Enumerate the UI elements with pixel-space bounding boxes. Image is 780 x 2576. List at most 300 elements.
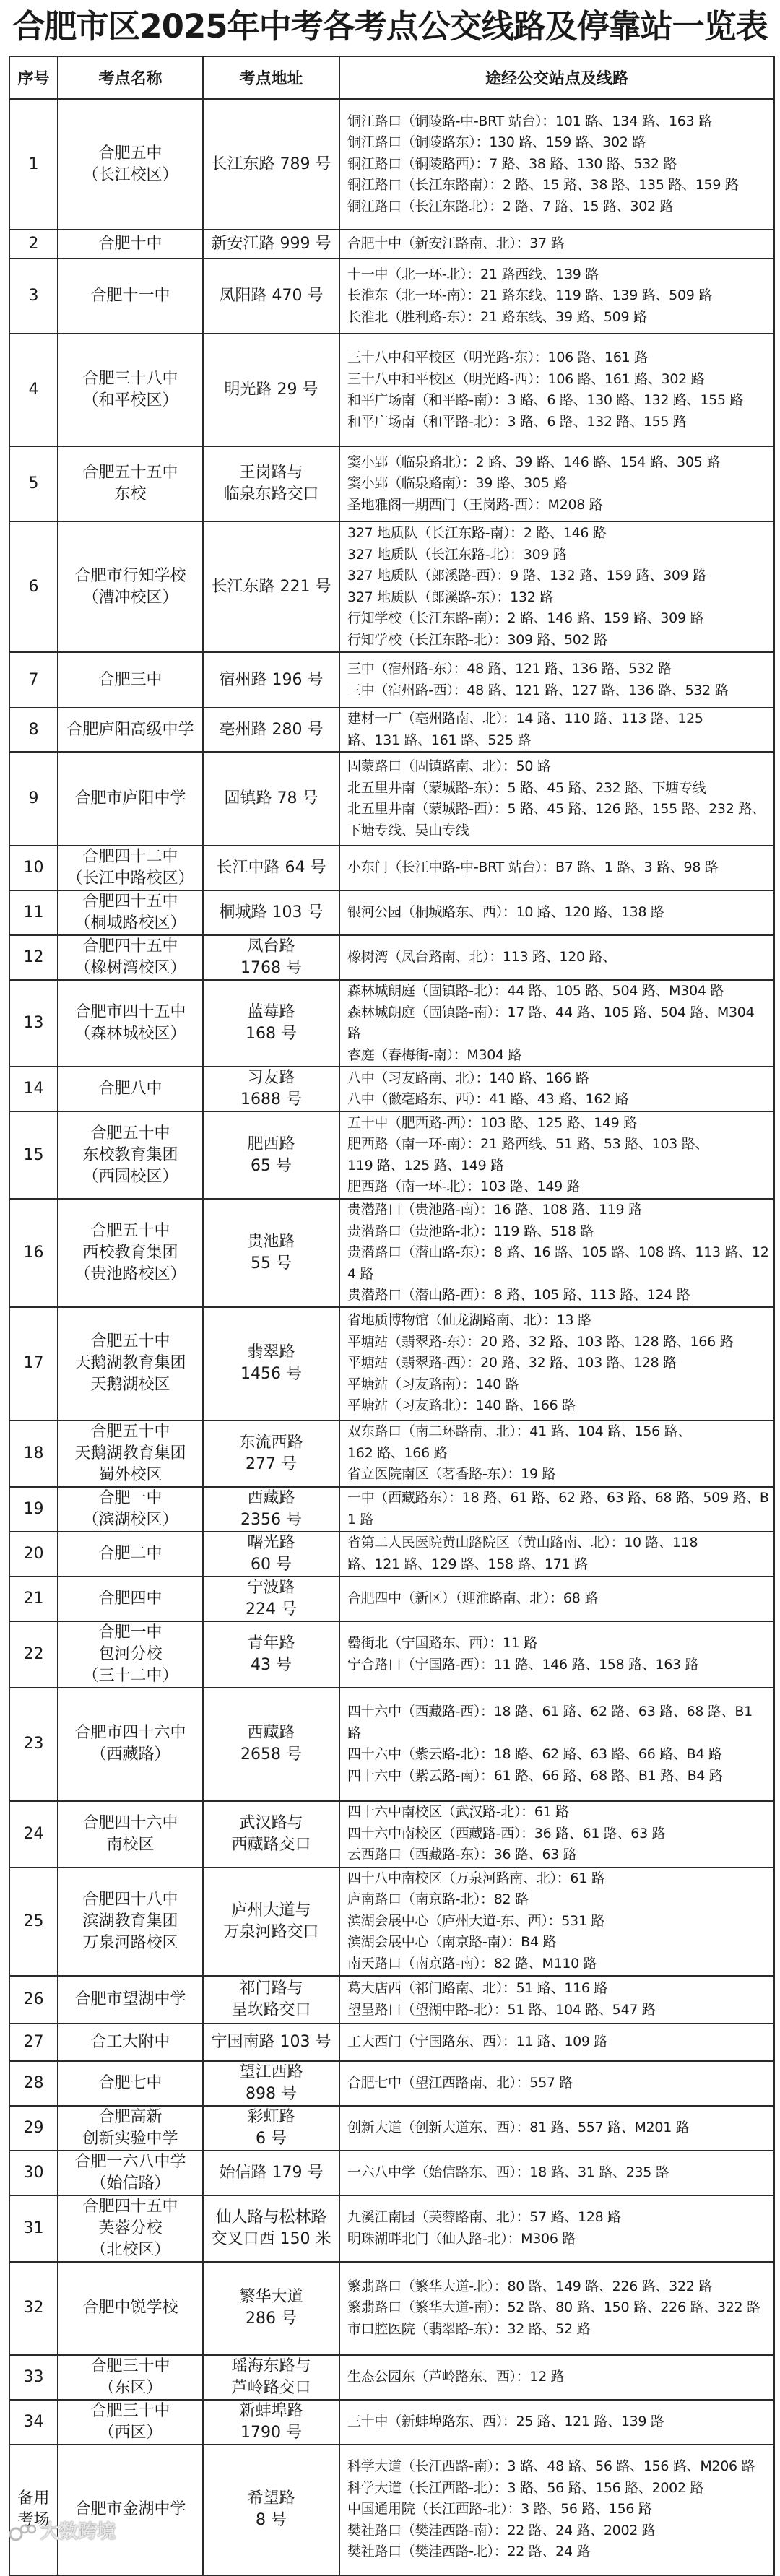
route-text: 睿庭（春梅街-南）：M304 路	[347, 1046, 522, 1063]
table-row	[9, 99, 774, 230]
route-text: 繁翡路口（繁华大道-南）：52 路、80 路、150 路、226 路、322 路	[347, 2299, 760, 2316]
route-text: 樊社路口（樊洼西路-北）：22 路、24 路	[347, 2544, 591, 2560]
school-name-cell-line	[58, 2173, 202, 2195]
route-line	[347, 2000, 769, 2021]
route-text: 119 路、125 路、149 路	[347, 1157, 504, 1174]
seq-cell-line	[10, 154, 57, 175]
school-name-cell-text: （北校区）	[90, 2240, 170, 2259]
school-name-cell-line	[58, 2128, 202, 2150]
route-text: 市口腔医院（翡翠路-东）：32 路、52 路	[347, 2320, 591, 2337]
routes-cell	[339, 1067, 774, 1111]
header-address: 考点地址	[203, 56, 339, 99]
seq-cell-line	[10, 1012, 57, 1034]
address-cell-text: 万泉河路交口	[223, 1922, 319, 1941]
address-cell	[203, 708, 339, 752]
address-cell-text: 1456 号	[240, 1365, 302, 1383]
school-name-cell-line	[58, 1722, 202, 1744]
routes-cell	[339, 2024, 774, 2061]
seq-cell-text: 10	[23, 859, 44, 877]
route-line	[347, 981, 769, 1002]
seq-cell-line	[10, 788, 57, 810]
route-line	[347, 1655, 769, 1676]
route-text: 三中（宿州路-西）：48 路、121 路、127 路、136 路、532 路	[347, 682, 729, 698]
seq-cell-line	[10, 947, 57, 968]
address-cell-text: 桐城路 103 号	[219, 903, 324, 921]
routes-cell	[339, 2061, 774, 2106]
school-name-cell-text: 天鹅湖校区	[90, 1376, 170, 1394]
school-name-cell-line	[58, 1002, 202, 1023]
routes-cell	[339, 2151, 774, 2195]
route-line	[347, 2478, 769, 2499]
address-cell-line	[204, 1253, 339, 1275]
seq-cell-line	[10, 2488, 57, 2510]
route-text: 162 路、166 路	[347, 1444, 448, 1461]
school-name-cell-text: 滨湖教育集团	[82, 1912, 178, 1930]
seq-cell-line	[10, 285, 57, 307]
routes-cell	[339, 1577, 774, 1621]
address-cell-text: 65 号	[251, 1156, 292, 1175]
address-cell	[203, 2355, 339, 2400]
school-name-cell-text: 合肥市金湖中学	[74, 2500, 186, 2518]
seq-cell-line	[10, 2297, 57, 2319]
route-line	[347, 1464, 769, 1486]
route-line	[347, 1374, 769, 1396]
school-name-cell-text: 合肥四十五中	[82, 2197, 178, 2216]
route-text: 樊社路口（樊洼西路-南）：22 路、24 路、2002 路	[347, 2522, 656, 2538]
school-name-cell-line	[58, 1622, 202, 1644]
route-text: 四十六中南校区（武汉路-北）：61 路	[347, 1804, 569, 1821]
route-line	[347, 132, 769, 154]
seq-cell	[9, 890, 58, 935]
route-line	[347, 2162, 769, 2184]
seq-cell	[9, 935, 58, 980]
address-cell-line	[204, 1454, 339, 1475]
school-name-cell	[58, 446, 203, 521]
school-name-cell-text: 芙蓉分校	[98, 2219, 162, 2237]
table-row	[9, 334, 774, 446]
school-name-cell-text: 合肥五中	[98, 144, 162, 162]
address-cell-line	[204, 1577, 339, 1599]
table-row	[9, 1111, 774, 1199]
table-row	[9, 2106, 774, 2151]
address-cell-line	[204, 2031, 339, 2053]
table-row	[9, 1532, 774, 1577]
route-text: 银河公园（桐城路东、西）：10 路、120 路、138 路	[347, 904, 664, 921]
route-line	[347, 756, 769, 778]
route-line	[347, 778, 769, 799]
school-name-cell-line	[58, 390, 202, 412]
table-row	[9, 230, 774, 259]
school-name-cell-line	[58, 2196, 202, 2218]
school-name-cell-text: 合肥四十五中	[82, 893, 178, 911]
table-row	[9, 846, 774, 890]
seq-cell	[9, 1532, 58, 1577]
route-line	[347, 630, 769, 651]
school-name-cell	[58, 334, 203, 446]
address-cell-line	[204, 1134, 339, 1155]
route-text: 森林城朗庭（固镇路-北）：44 路、105 路、504 路、M304 路	[347, 983, 724, 999]
seq-cell-text: 16	[23, 1243, 44, 1262]
address-cell-line	[204, 1834, 339, 1856]
address-cell	[203, 1067, 339, 1111]
route-line	[347, 2367, 769, 2388]
route-line	[347, 390, 769, 412]
school-name-cell-text: 合肥市四十六中	[74, 1724, 186, 1742]
seq-cell-text: 备用	[17, 2489, 50, 2507]
route-line	[347, 1701, 769, 1744]
seq-cell-text: 18	[23, 1444, 44, 1462]
school-name-cell-line	[58, 2422, 202, 2444]
route-text: 一六八中学（始信路东、西）：18 路、31 路、235 路	[347, 2164, 670, 2180]
address-cell-line	[204, 1813, 339, 1834]
route-line	[347, 1823, 769, 1845]
watermark	[9, 2517, 116, 2544]
route-line	[347, 1200, 769, 1221]
route-line	[347, 233, 769, 255]
school-name-cell-text: 合肥十中	[98, 235, 162, 253]
address-cell-line	[204, 1922, 339, 1943]
address-cell-line	[204, 719, 339, 741]
table-row	[9, 1801, 774, 1868]
header-routes: 途经公交站点及线路	[339, 56, 774, 99]
route-line	[347, 1221, 769, 1243]
route-line	[347, 111, 769, 133]
route-text: 长淮东（北一环-南）：21 路东线、119 路、139 路、509 路	[347, 287, 712, 304]
address-cell-line	[204, 2000, 339, 2021]
school-name-cell-line	[58, 1744, 202, 1766]
route-text: 省立医院南区（茗香路-东）：19 路	[347, 1466, 556, 1483]
school-name-cell-text: （滨湖校区）	[82, 1510, 178, 1529]
seq-cell-line	[10, 1145, 57, 1166]
seq-cell	[9, 1199, 58, 1307]
address-cell	[203, 2106, 339, 2151]
school-name-cell-line	[58, 936, 202, 958]
address-cell-text: 286 号	[246, 2310, 297, 2328]
page-title: 合肥市区2025年中考各考点公交线路及停靠站一览表	[12, 7, 768, 45]
school-name-cell-text: （西区）	[98, 2423, 162, 2442]
school-name-cell-line	[58, 1023, 202, 1045]
school-name-cell-text: 合肥三十中	[90, 2401, 170, 2420]
seq-cell	[9, 521, 58, 652]
routes-cell	[339, 890, 774, 935]
seq-cell-line	[10, 719, 57, 741]
address-cell-line	[204, 2229, 339, 2250]
address-cell-line	[204, 2286, 339, 2308]
school-name-cell-text: 合肥市四十五中	[74, 1003, 186, 1021]
routes-cell	[339, 259, 774, 334]
route-text: 平塘站（翡翠路-西）：20 路、32 路、103 路、128 路	[347, 1355, 677, 1371]
school-name-cell	[58, 752, 203, 846]
school-name-cell-line	[58, 1264, 202, 1285]
seq-cell-text: 11	[23, 903, 44, 921]
route-line	[347, 1155, 769, 1177]
address-cell-text: 呈坎路交口	[231, 2000, 311, 2019]
route-text: 铜江路口（长江东路北）：2 路、7 路、15 路、302 路	[347, 198, 674, 214]
address-cell	[203, 752, 339, 846]
address-cell-text: 1688 号	[240, 1090, 302, 1109]
route-text: 行知学校（长江东路-南）：2 路、146 路、159 路、309 路	[347, 610, 704, 626]
route-text: 平塘站（翡翠路-东）：20 路、32 路、103 路、128 路、166 路	[347, 1333, 734, 1350]
school-name-cell-text: 合肥五十中	[90, 1221, 170, 1240]
school-name-cell-line	[58, 1813, 202, 1834]
route-text: 合肥四中（新区）（迎淮路南、北）：68 路	[347, 1590, 598, 1606]
table-row	[9, 1868, 774, 1976]
school-name-cell-line	[58, 913, 202, 934]
address-cell-text: 宿州路 196 号	[219, 670, 324, 689]
route-line	[347, 1045, 769, 1067]
route-line	[347, 196, 769, 218]
route-line	[347, 680, 769, 702]
school-name-cell-text: （长江中路校区）	[66, 869, 194, 888]
school-name-cell-line	[58, 788, 202, 810]
school-name-cell-line	[58, 484, 202, 506]
school-name-cell-text: 天鹅湖教育集团	[74, 1354, 186, 1372]
school-name-cell-line	[58, 868, 202, 890]
seq-cell	[9, 2445, 58, 2575]
routes-cell	[339, 1307, 774, 1421]
address-cell-line	[204, 1002, 339, 1023]
seq-cell	[9, 334, 58, 446]
address-cell-text: 1790 号	[240, 2423, 302, 2442]
route-text: 合肥七中（望江西路南、北）：557 路	[347, 2074, 573, 2091]
route-text: 和平广场南（和平路-北）：3 路、6 路、132 路、155 路	[347, 413, 687, 430]
seq-cell-line	[10, 1443, 57, 1465]
address-cell-line	[204, 2401, 339, 2422]
school-name-cell-text: 合肥三十八中	[82, 370, 178, 388]
address-cell-line	[204, 1978, 339, 2000]
school-name-cell-line	[58, 1078, 202, 1100]
route-line	[347, 1089, 769, 1111]
school-name-cell	[58, 230, 203, 259]
seq-cell-line	[10, 1989, 57, 2011]
seq-cell-text: 2	[28, 235, 39, 253]
address-cell	[203, 1688, 339, 1801]
school-name-cell	[58, 1621, 203, 1688]
route-line	[347, 1802, 769, 1823]
route-text: 一中（西藏路东）：18 路、61 路、62 路、63 路、68 路、509 路、B1 路	[347, 1490, 769, 1527]
table-row	[9, 890, 774, 935]
address-cell-text: 望江西路	[239, 2063, 303, 2081]
address-cell-text: 习友路	[247, 1069, 295, 1087]
route-line	[347, 1488, 769, 1530]
address-cell-text: 交叉口西 150 米	[211, 2229, 332, 2248]
seq-cell	[9, 1307, 58, 1421]
route-line	[347, 1443, 769, 1465]
school-name-cell-text: （始信路）	[90, 2174, 170, 2193]
seq-cell	[9, 752, 58, 846]
route-text: 铜江路口（铜陵路西）：7 路、38 路、130 路、532 路	[347, 155, 677, 172]
route-text: 北五里井南（蒙城路-东）：5 路、45 路、232 路、下塘专线	[347, 779, 706, 796]
seq-cell-text: 19	[23, 1499, 44, 1518]
school-name-cell-line	[58, 1834, 202, 1856]
address-cell-line	[204, 2422, 339, 2444]
seq-cell-text: 28	[23, 2073, 44, 2092]
route-line	[347, 1310, 769, 1332]
school-name-cell-line	[58, 2107, 202, 2128]
route-text: 四十六中（紫云路-南）：61 路、66 路、68 路、B1 路、B4 路	[347, 1767, 723, 1784]
route-text: 生态公园东（芦岭路东、西）：12 路	[347, 2368, 565, 2385]
route-text: 固蒙路口（固镇路南、北）：50 路	[347, 758, 551, 774]
route-text: 宁合路口（宁国路-西）：11 路、146 路、158 路、163 路	[347, 1656, 699, 1673]
school-name-cell-text: 合肥三十中	[90, 2356, 170, 2375]
route-text: 工大西门（宁国路东、西）：11 路、109 路	[347, 2033, 608, 2050]
seq-cell-text: 14	[23, 1080, 44, 1098]
table-row	[9, 2262, 774, 2355]
school-name-cell	[58, 1307, 203, 1421]
school-name-cell-text: 合肥四十二中	[82, 848, 178, 866]
routes-cell	[339, 652, 774, 708]
routes-cell	[339, 2106, 774, 2151]
seq-cell-line	[10, 2218, 57, 2239]
address-cell	[203, 980, 339, 1067]
route-line	[347, 2520, 769, 2542]
seq-cell-text: 25	[23, 1912, 44, 1930]
route-text: 明珠湖畔北门（仙人路-北）：M306 路	[347, 2230, 576, 2247]
routes-cell	[339, 334, 774, 446]
school-name-cell-text: 合肥一中	[98, 1623, 162, 1642]
address-cell-line	[204, 1363, 339, 1385]
address-cell-line	[204, 1509, 339, 1531]
seq-cell	[9, 1688, 58, 1801]
school-name-cell-text: （森林城校区）	[74, 1025, 186, 1043]
school-name-cell-text: 东校教育集团	[82, 1145, 178, 1164]
route-line	[347, 1889, 769, 1911]
route-line	[347, 2411, 769, 2433]
seq-cell-text: 31	[23, 2219, 44, 2237]
route-text: 行知学校（长江东路-北）：309 路、502 路	[347, 631, 607, 648]
address-cell-text: 仙人路与松林路	[215, 2208, 327, 2226]
school-name-cell	[58, 652, 203, 708]
school-name-cell-line	[58, 1889, 202, 1911]
table-row	[9, 1976, 774, 2024]
route-text: 四十六中（紫云路-北）：18 路、62 路、63 路、66 路、B4 路	[347, 1746, 722, 1762]
school-name-cell-text: 合肥五十中	[90, 1422, 170, 1441]
school-name-cell	[58, 1111, 203, 1199]
routes-cell	[339, 846, 774, 890]
school-name-cell	[58, 1577, 203, 1621]
route-text: 云西路口（西藏路-东）：36 路、63 路	[347, 1847, 577, 1863]
route-line	[347, 857, 769, 879]
route-text: 路、121 路、129 路、158 路、171 路	[347, 1556, 588, 1572]
seq-cell-text: 15	[23, 1145, 44, 1164]
routes-cell	[339, 1421, 774, 1487]
route-line	[347, 1068, 769, 1090]
route-text: 科学大道（长江西路-北）：3 路、56 路、156 路、2002 路	[347, 2479, 704, 2496]
school-name-cell-line	[58, 1166, 202, 1188]
address-cell-line	[204, 2510, 339, 2531]
route-line	[347, 1395, 769, 1417]
seq-cell-line	[10, 1733, 57, 1755]
seq-cell	[9, 1111, 58, 1199]
address-cell-text: 贵池路	[247, 1232, 295, 1251]
seq-cell-line	[10, 1823, 57, 1845]
address-cell-line	[204, 484, 339, 506]
seq-cell-line	[10, 1543, 57, 1565]
school-name-cell-text: （西园校区）	[82, 1167, 178, 1186]
route-line	[347, 369, 769, 391]
seq-cell	[9, 2061, 58, 2106]
route-text: 三十中（新蚌埠路东、西）：25 路、121 路、139 路	[347, 2413, 664, 2429]
route-line	[347, 659, 769, 680]
route-text: 肥西路（南一环-南）：21 路西线、51 路、53 路、103 路、	[347, 1136, 709, 1152]
address-cell-line	[204, 1554, 339, 1576]
table-row	[9, 652, 774, 708]
seq-cell-text: 23	[23, 1735, 44, 1753]
routes-cell	[339, 1487, 774, 1532]
address-cell	[203, 652, 339, 708]
route-line	[347, 2031, 769, 2053]
route-text: 327 地质队（郎溪路-东）：132 路	[347, 589, 553, 605]
school-name-cell-line	[58, 2073, 202, 2094]
school-name-cell	[58, 2400, 203, 2445]
address-cell-line	[204, 154, 339, 175]
school-name-cell-line	[58, 165, 202, 186]
school-name-cell	[58, 1868, 203, 1976]
seq-cell-line	[10, 669, 57, 691]
address-cell	[203, 99, 339, 230]
address-cell-line	[204, 576, 339, 598]
school-name-cell-line	[58, 1488, 202, 1509]
route-line	[347, 730, 769, 752]
address-cell-line	[204, 1023, 339, 1045]
address-cell-text: 彩虹路	[247, 2107, 295, 2126]
seq-cell-line	[10, 473, 57, 495]
address-cell-text: 8 号	[256, 2511, 287, 2529]
address-cell-line	[204, 1633, 339, 1655]
route-line	[347, 473, 769, 495]
school-name-cell-text: 蜀外校区	[98, 1465, 162, 1484]
route-text: 长淮北（胜利路-东）：21 路东线、39 路、509 路	[347, 308, 647, 325]
table-row	[9, 752, 774, 846]
route-line	[347, 1844, 769, 1866]
route-text: 平塘站（习友路南）：140 路	[347, 1376, 519, 1392]
seq-cell	[9, 2195, 58, 2262]
route-line	[347, 608, 769, 630]
seq-cell-text: 30	[23, 2163, 44, 2182]
school-name-cell-line	[58, 143, 202, 165]
route-text: 罍街北（宁国路东、西）：11 路	[347, 1635, 537, 1651]
seq-cell	[9, 1487, 58, 1532]
route-text: 和平广场南（和平路-南）：3 路、6 路、130 路、132 路、155 路	[347, 392, 744, 408]
address-cell	[203, 230, 339, 259]
school-name-cell	[58, 521, 203, 652]
seq-cell	[9, 1067, 58, 1111]
school-name-cell	[58, 259, 203, 334]
route-line	[347, 1744, 769, 1766]
address-cell-text: 繁华大道	[239, 2288, 303, 2306]
school-name-cell	[58, 1421, 203, 1487]
route-line	[347, 1532, 769, 1554]
school-name-cell	[58, 99, 203, 230]
route-text: 北五里井南（蒙城路-西）：5 路、45 路、126 路、155 路、232 路、	[347, 801, 766, 817]
seq-cell-text: 5	[28, 474, 39, 493]
routes-cell	[339, 1801, 774, 1868]
school-name-cell-line	[58, 1509, 202, 1531]
school-name-cell-line	[58, 1989, 202, 2011]
seq-cell-text: 6	[28, 577, 39, 596]
school-name-cell	[58, 2106, 203, 2151]
school-name-cell	[58, 1532, 203, 1577]
address-cell-text: 凤台路	[247, 937, 295, 955]
seq-cell-line	[10, 1911, 57, 1933]
school-name-cell-line	[58, 1123, 202, 1145]
address-cell	[203, 890, 339, 935]
route-text: 十一中（北一环-北）：21 路西线、139 路	[347, 266, 599, 282]
school-name-cell-line	[58, 565, 202, 587]
table-row	[9, 2151, 774, 2195]
address-cell-text: 临泉东路交口	[223, 485, 319, 503]
route-text: 四十八中南校区（万泉河路南、北）：61 路	[347, 1870, 605, 1886]
